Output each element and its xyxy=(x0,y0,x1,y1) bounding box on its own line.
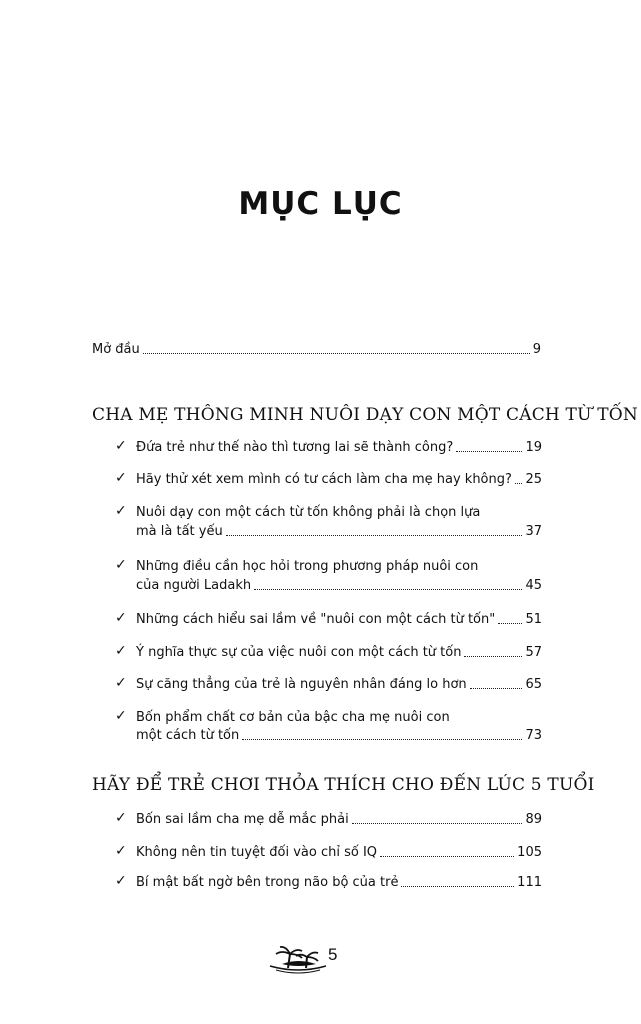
check-icon: ✓ xyxy=(115,843,127,859)
entry-label: Không nên tin tuyệt đối vào chỉ số IQ xyxy=(136,845,378,860)
toc-entry xyxy=(136,875,542,891)
toc-entry xyxy=(136,812,542,828)
dot-leader xyxy=(464,655,522,657)
entry-label: Bí mật bất ngờ bên trong não bộ của trẻ xyxy=(136,875,399,890)
dot-leader xyxy=(401,885,514,887)
check-icon: ✓ xyxy=(115,470,127,486)
entry-label: Mở đầu xyxy=(92,342,140,357)
dot-leader xyxy=(456,450,522,452)
page-footer xyxy=(268,944,358,984)
entry-label: mà là tất yếu xyxy=(136,524,223,539)
entry-label: của người Ladakh xyxy=(136,578,252,593)
entry-page: 51 xyxy=(525,612,542,627)
dot-leader xyxy=(242,738,522,740)
dot-leader xyxy=(380,855,514,857)
entry-label-line1: Những điều cần học hỏi trong phương pháp nuôi con xyxy=(136,559,479,574)
toc-entry xyxy=(136,677,542,693)
entry-label: một cách từ tốn xyxy=(136,728,240,743)
check-icon: ✓ xyxy=(115,708,127,724)
entry-page: 37 xyxy=(525,524,542,539)
entry-page: 105 xyxy=(517,845,542,860)
check-icon: ✓ xyxy=(115,643,127,659)
entry-page: 19 xyxy=(525,440,542,455)
section-heading-2: HÃY ĐỂ TRẺ CHƠI THỎA THÍCH CHO ĐẾN LÚC 5 TUỔI xyxy=(92,775,595,795)
dot-leader xyxy=(226,534,523,536)
entry-label-line1: Bốn phẩm chất cơ bản của bậc cha mẹ nuôi con xyxy=(136,710,450,725)
check-icon: ✓ xyxy=(115,873,127,889)
entry-label: Ý nghĩa thực sự của việc nuôi con một cách từ tốn xyxy=(136,645,462,660)
dot-leader xyxy=(515,482,523,484)
entry-page: 45 xyxy=(525,578,542,593)
entry-page: 111 xyxy=(517,875,542,890)
check-icon: ✓ xyxy=(115,810,127,826)
check-icon: ✓ xyxy=(115,438,127,454)
toc-entry xyxy=(136,524,542,540)
dot-leader xyxy=(254,588,522,590)
check-icon: ✓ xyxy=(115,503,127,519)
entry-page: 9 xyxy=(532,342,541,357)
check-icon: ✓ xyxy=(115,557,127,573)
toc-entry xyxy=(136,578,542,594)
entry-page: 89 xyxy=(525,812,542,827)
check-icon: ✓ xyxy=(115,675,127,691)
dot-leader xyxy=(470,687,523,689)
palm-island-icon xyxy=(268,944,328,980)
entry-label-line1: Nuôi dạy con một cách từ tốn không phải là chọn lựa xyxy=(136,505,481,520)
toc-entry xyxy=(136,472,542,488)
toc-entry-intro xyxy=(92,342,541,358)
toc-entry xyxy=(136,440,542,456)
check-icon: ✓ xyxy=(115,610,127,626)
entry-page: 73 xyxy=(525,728,542,743)
entry-page: 25 xyxy=(525,472,542,487)
entry-label: Bốn sai lầm cha mẹ dễ mắc phải xyxy=(136,812,349,827)
page-number: 5 xyxy=(328,945,338,964)
dot-leader xyxy=(498,622,522,624)
entry-label: Những cách hiểu sai lầm về "nuôi con một cách từ tốn" xyxy=(136,612,496,627)
dot-leader xyxy=(352,822,523,824)
entry-label: Sự căng thẳng của trẻ là nguyên nhân đáng lo hơn xyxy=(136,677,467,692)
entry-page: 57 xyxy=(525,645,542,660)
toc-entry xyxy=(136,845,542,861)
entry-label: Hãy thử xét xem mình có tư cách làm cha mẹ hay không? xyxy=(136,472,512,487)
toc-entry xyxy=(136,645,542,661)
entry-page: 65 xyxy=(525,677,542,692)
dot-leader xyxy=(143,352,530,354)
entry-label: Đứa trẻ như thế nào thì tương lai sẽ thành công? xyxy=(136,440,454,455)
toc-entry xyxy=(136,728,542,744)
page-title: MỤC LỤC xyxy=(238,186,403,222)
toc-entry xyxy=(136,612,542,628)
section-heading-1: CHA MẸ THÔNG MINH NUÔI DẠY CON MỘT CÁCH TỪ TỐN xyxy=(92,405,638,425)
